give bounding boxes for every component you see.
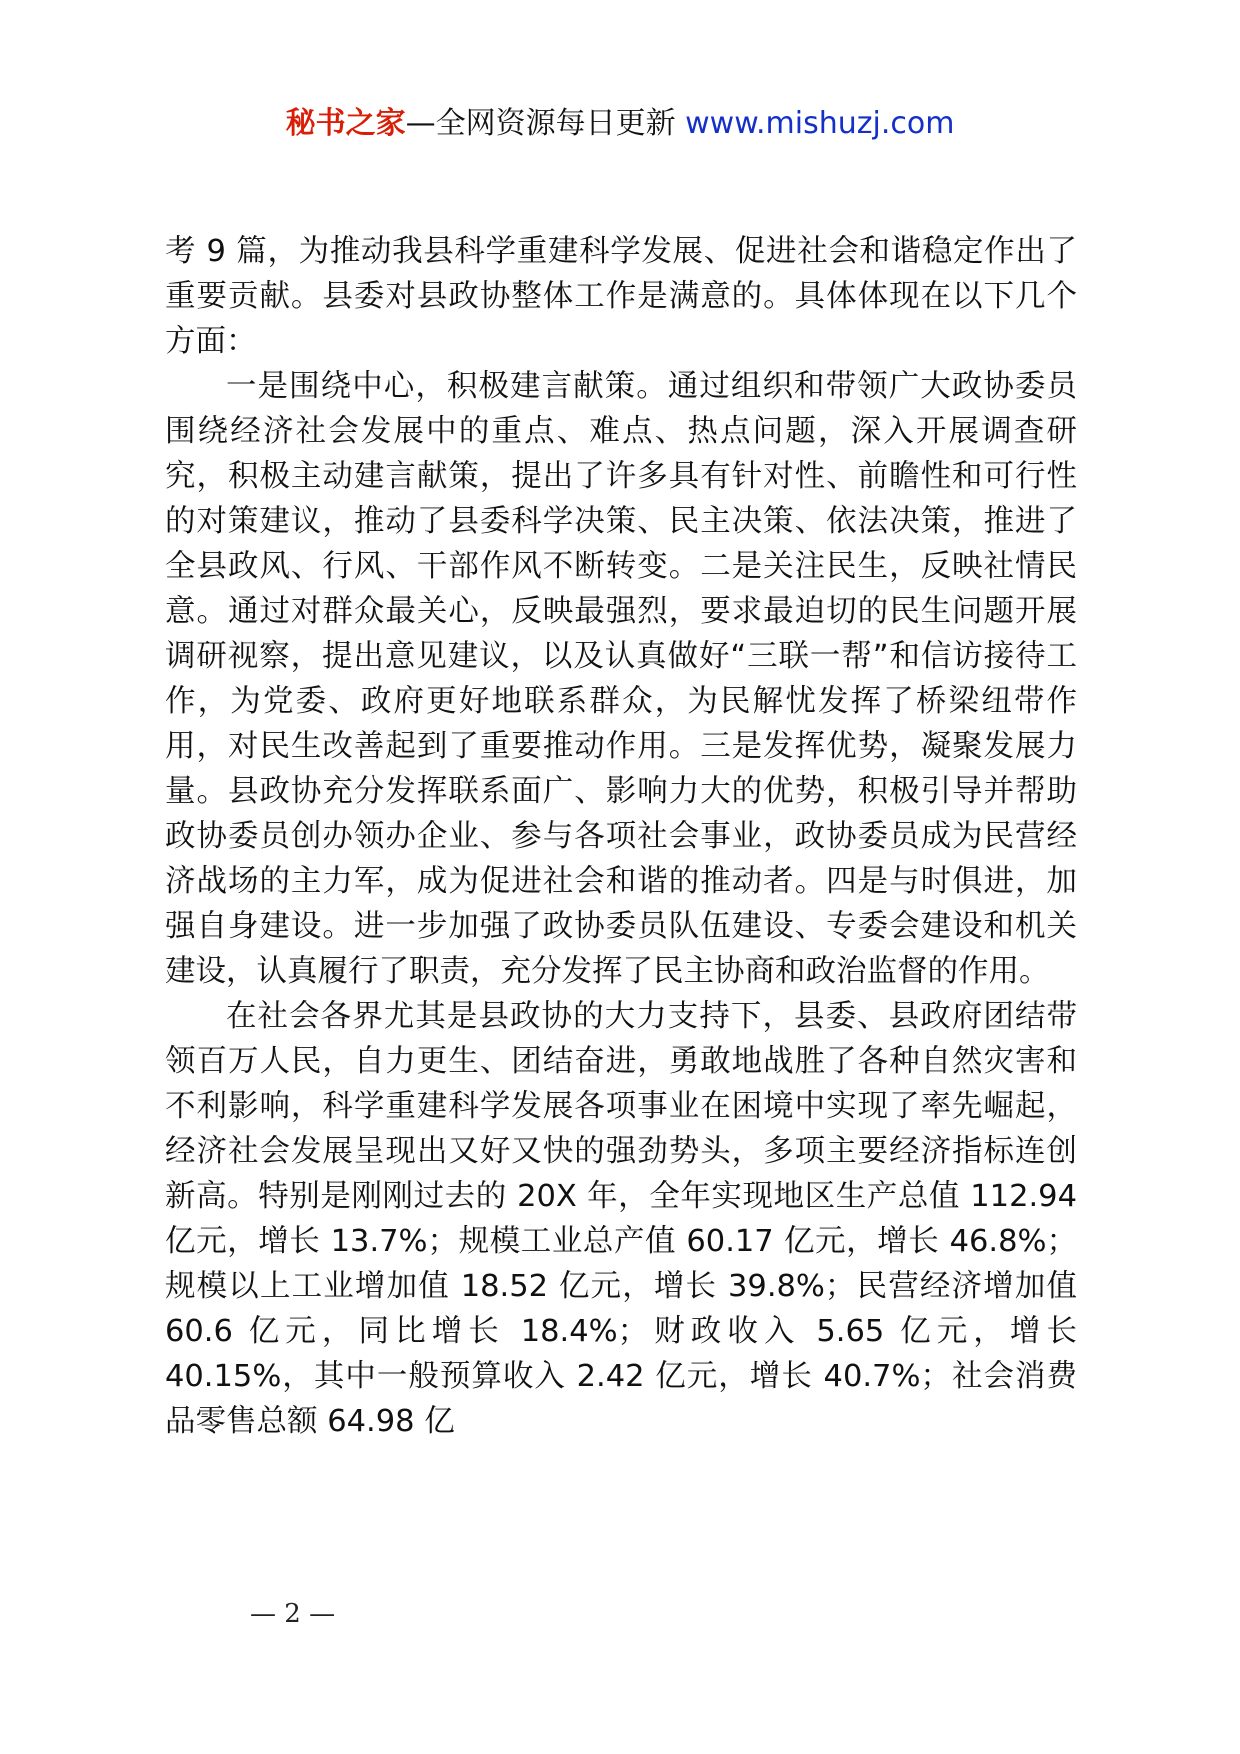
- site-url: www.mishuzj.com: [685, 106, 955, 141]
- page-header: [0, 104, 1240, 144]
- site-tagline: —全网资源每日更新: [405, 106, 676, 141]
- document-body: [165, 229, 1077, 1444]
- paragraph-continued: 考 9 篇，为推动我县科学重建科学发展、促进社会和谐稳定作出了重要贡献。县委对县政协整体工作是满意的。具体体现在以下几个方面：: [165, 234, 1077, 359]
- site-brand: 秘书之家: [285, 106, 406, 141]
- paragraph-economic-results: 在社会各界尤其是县政协的大力支持下，县委、县政府团结带领百万人民，自力更生、团结奋进，勇敢地战胜了各种自然灾害和不利影响，科学重建科学发展各项事业在困境中实现了率先崛起，经济社会发展呈现出又好又快的强劲势头，多项主要经济指标连创新高。特别是刚刚过去的 20X 年，全年实现地区生产总值 112.94 亿元，增长 13.7%；规模工业总产值 60.17 亿元，增长 46.8%；规模以上工业增加值 18.52 亿元，增长 39.8%；民营经济增加值 60.6 亿元，同比增长 18.4%；财政收入 5.65 亿元，增长 40.15%，其中一般预算收入 2.42 亿元，增长 40.7%；社会消费品零售总额 64.98 亿: [165, 999, 1077, 1439]
- page-number: — 2 —: [250, 1599, 336, 1629]
- paragraph-achievements: 一是围绕中心，积极建言献策。通过组织和带领广大政协委员围绕经济社会发展中的重点、难点、热点问题，深入开展调查研究，积极主动建言献策，提出了许多具有针对性、前瞻性和可行性的对策建议，推动了县委科学决策、民主决策、依法决策，推进了全县政风、行风、干部作风不断转变。二是关注民生，反映社情民意。通过对群众最关心，反映最强烈，要求最迫切的民生问题开展调研视察，提出意见建议，以及认真做好“三联一帮”和信访接待工作，为党委、政府更好地联系群众，为民解忧发挥了桥梁纽带作用，对民生改善起到了重要推动作用。三是发挥优势，凝聚发展力量。县政协充分发挥联系面广、影响力大的优势，积极引导并帮助政协委员创办领办企业、参与各项社会事业，政协委员成为民营经济战场的主力军，成为促进社会和谐的推动者。四是与时俱进，加强自身建设。进一步加强了政协委员队伍建设、专委会建设和机关建设，认真履行了职责，充分发挥了民主协商和政治监督的作用。: [165, 369, 1077, 989]
